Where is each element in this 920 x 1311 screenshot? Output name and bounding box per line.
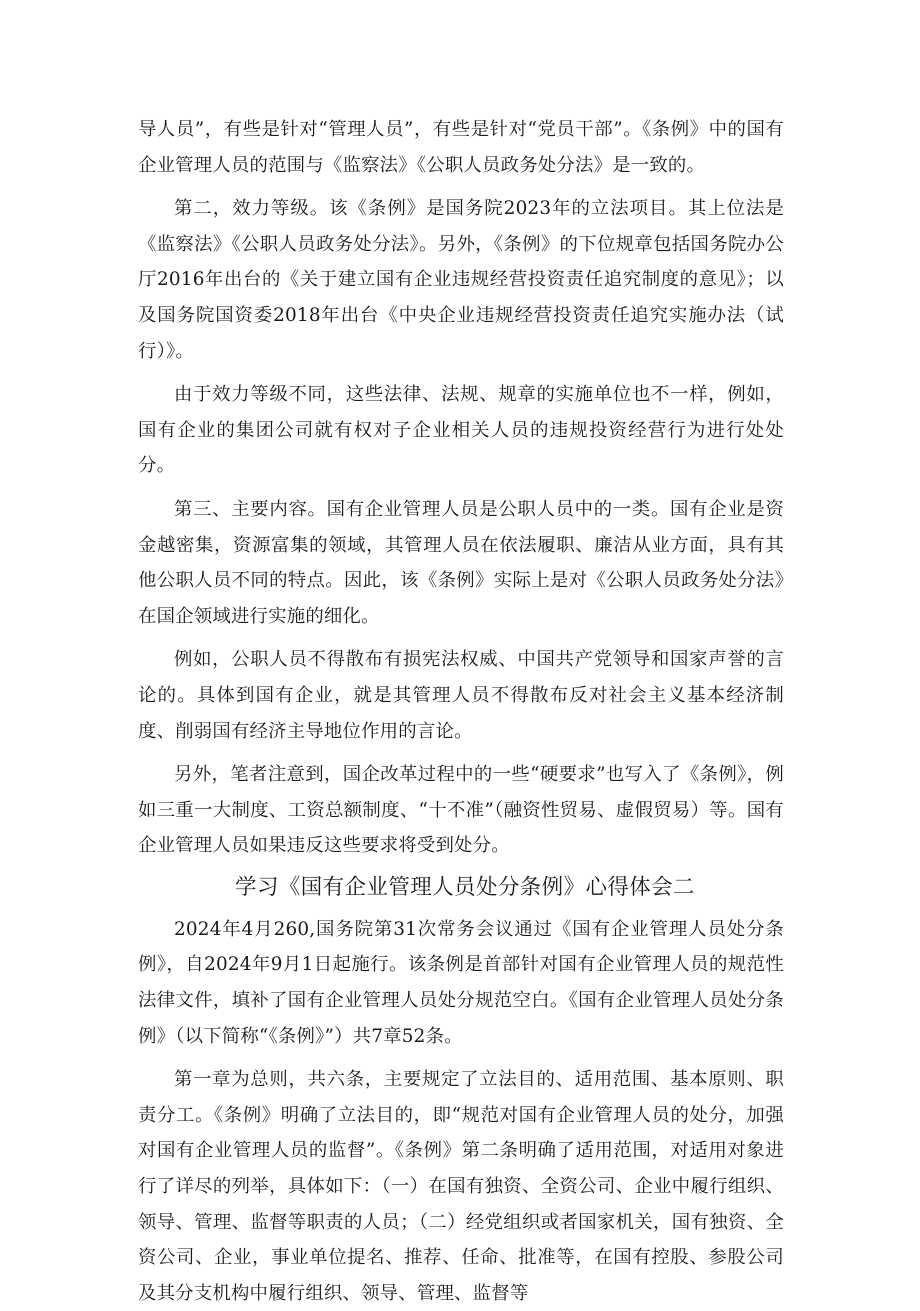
paragraph: 另外，笔者注意到，国企改革过程中的一些“硬要求”也写入了《条例》，例如三重一大制度、工资总额制度、“十不准”（融资性贸易、虚假贸易）等。国有企业管理人员如果违反这些要求将受到处分。 bbox=[138, 764, 784, 857]
paragraph: 由于效力等级不同，这些法律、法规、规章的实施单位也不一样，例如，国有企业的集团公司就有权对子企业相关人员的违规投资经营行为进行处处分。 bbox=[138, 384, 784, 477]
section-heading: 学习《国有企业管理人员处分条例》心得体会二 bbox=[235, 874, 695, 900]
document-page bbox=[138, 112, 784, 1311]
paragraph: 第三、主要内容。国有企业管理人员是公职人员中的一类。国有企业是资金越密集，资源富集的领域，其管理人员在依法履职、廉洁从业方面，具有其他公职人员不同的特点。因此，该《条例》实际上是对《公职人员政务处分法》在国企领域进行实施的细化。 bbox=[138, 498, 784, 627]
paragraph: 例如，公职人员不得散布有损宪法权威、中国共产党领导和国家声誉的言论的。具体到国有企业，就是其管理人员不得散布反对社会主义基本经济制度、削弱国有经济主导地位作用的言论。 bbox=[138, 649, 784, 742]
paragraph: 导人员”，有些是针对“管理人员”，有些是针对“党员干部”。《条例》中的国有企业管理人员的范围与《监察法》《公职人员政务处分法》是一致的。 bbox=[138, 119, 784, 176]
document-section-1 bbox=[138, 112, 784, 864]
document-section-2 bbox=[138, 912, 784, 1311]
paragraph: 2024年4月260,国务院第31次常务会议通过《国有企业管理人员处分条例》，自2024年9月1日起施行。该条例是首部针对国有企业管理人员的规范性法律文件，填补了国有企业管理人员处分规范空白。《国有企业管理人员处分条例》（以下简称“《条例》”）共7章52条。 bbox=[138, 918, 784, 1047]
paragraph: 第一章为总则，共六条，主要规定了立法目的、适用范围、基本原则、职责分工。《条例》明确了立法目的，即“规范对国有企业管理人员的处分，加强对国有企业管理人员的监督”。《条例》第二条明确了适用范围，对适用对象进行了详尽的列举，具体如下：（一）在国有独资、全资公司、企业中履行组织、领导、管理、监督等职责的人员；（二）经党组织或者国家机关，国有独资、全资公司、企业，事业单位提名、推荐、任命、批准等，在国有控股、参股公司及其分支机构中履行组织、领导、管理、监督等 bbox=[138, 1069, 784, 1304]
paragraph: 第二，效力等级。该《条例》是国务院2023年的立法项目。其上位法是《监察法》《公职人员政务处分法》。另外，《条例》的下位规章包括国务院办公厅2016年出台的《关于建立国有企业违规经营投资责任追究制度的意见》；以及国务院国资委2018年出台《中央企业违规经营投资责任追究实施办法（试行）》。 bbox=[138, 198, 784, 362]
